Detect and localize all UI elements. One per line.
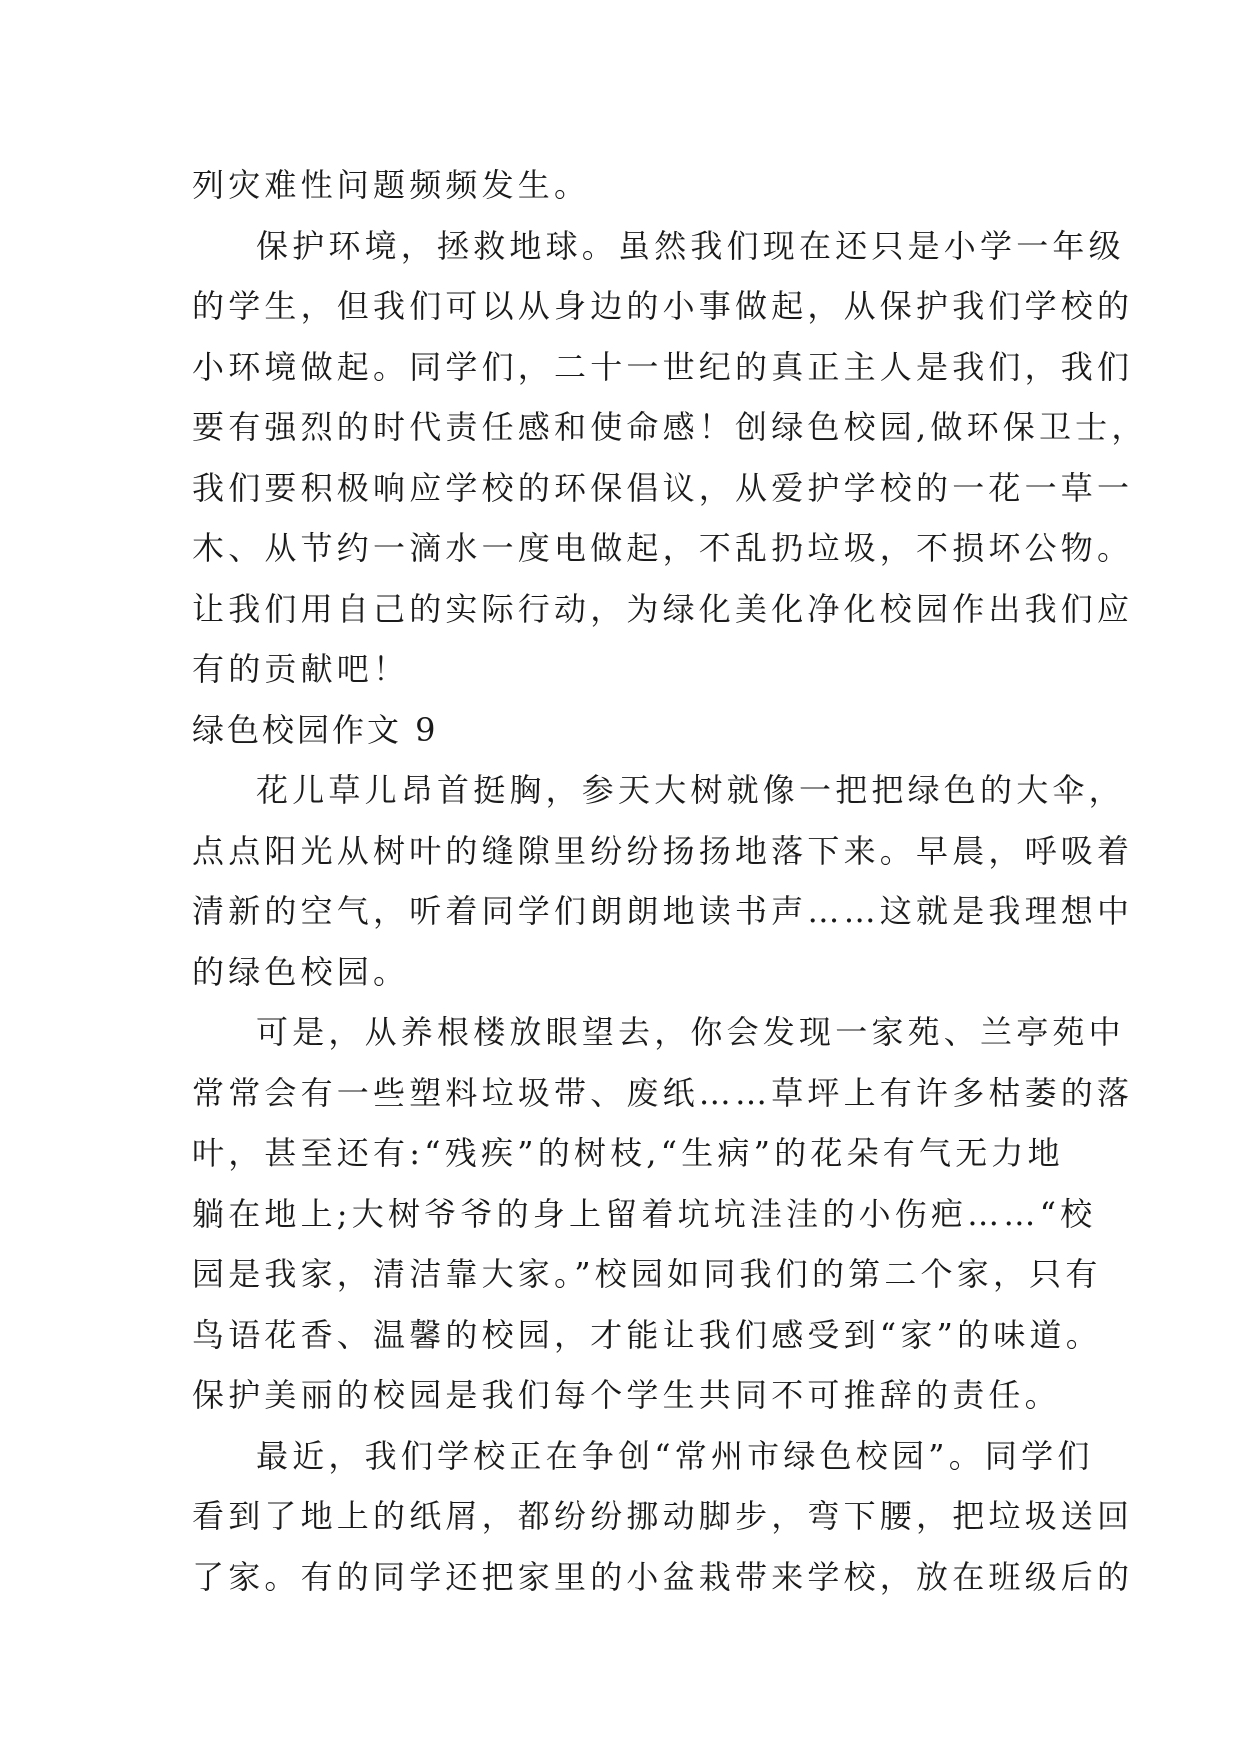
text-line: 鸟语花香、温馨的校园，才能让我们感受到“家”的味道。: [192, 1315, 1102, 1354]
text-line: 常常会有一些塑料垃圾带、废纸……草坪上有许多枯萎的落: [192, 1073, 1134, 1112]
text-line: 保护美丽的校园是我们每个学生共同不可推辞的责任。: [192, 1376, 1061, 1414]
text-line: 清新的空气，听着同学们朗朗地读书声……这就是我理想中: [192, 892, 1134, 930]
text-line: 园是我家，清洁靠大家。”校园如同我们的第二个家，只有: [192, 1255, 1102, 1293]
paragraph-start-line: 花儿草儿昂首挺胸，参天大树就像一把把绿色的大伞，: [256, 771, 1125, 809]
paragraph-start-line: 可是，从养根楼放眼望去，你会发现一家苑、兰亭苑中: [256, 1013, 1125, 1051]
text-line: 的学生，但我们可以从身边的小事做起，从保护我们学校的: [192, 287, 1134, 325]
text-line: 要有强烈的时代责任感和使命感！创绿色校园,做环保卫士，: [192, 408, 1148, 446]
text-line: 让我们用自己的实际行动，为绿化美化净化校园作出我们应: [192, 589, 1134, 628]
text-line: 躺在地上;大树爷爷的身上留着坑坑洼洼的小伤疤……“校: [192, 1194, 1097, 1233]
text-line: 木、从节约一滴水一度电做起，不乱扔垃圾，不损坏公物。: [192, 529, 1134, 567]
text-line: 列灾难性问题频频发生。: [192, 166, 591, 204]
text-line: 看到了地上的纸屑，都纷纷挪动脚步，弯下腰，把垃圾送回: [192, 1497, 1134, 1535]
text-line: 叶，甚至还有:“残疾”的树枝,“生病”的花朵有气无力地: [192, 1134, 1064, 1172]
section-heading: 绿色校园作文 9: [192, 710, 439, 749]
paragraph-start-line: 保护环境，拯救地球。虽然我们现在还只是小学一年级: [256, 226, 1125, 265]
text-line: 点点阳光从树叶的缝隙里纷纷扬扬地落下来。早晨，呼吸着: [192, 831, 1134, 870]
text-line: 我们要积极响应学校的环保倡议，从爱护学校的一花一草一: [192, 468, 1134, 507]
text-line: 了家。有的同学还把家里的小盆栽带来学校，放在班级后的: [192, 1557, 1134, 1596]
paragraph-start-line: 最近，我们学校正在争创“常州市绿色校园”。同学们: [256, 1436, 1094, 1475]
text-line: 的绿色校园。: [192, 952, 410, 991]
text-line: 小环境做起。同学们，二十一世纪的真正主人是我们，我们: [192, 347, 1134, 386]
text-line: 有的贡献吧！: [192, 650, 410, 688]
document-body: [192, 155, 1148, 1607]
